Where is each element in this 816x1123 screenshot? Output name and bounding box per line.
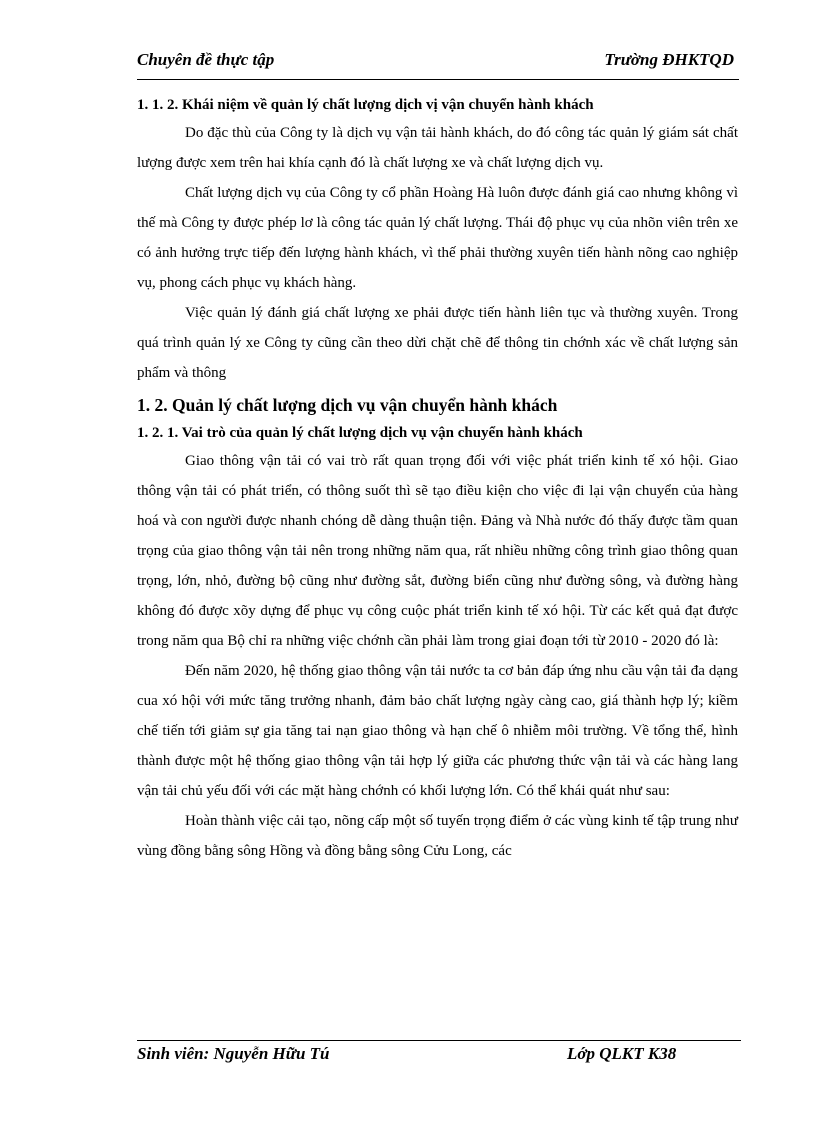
page-body [137, 92, 738, 866]
section-heading-1-2: 1. 2. Quản lý chất lượng dịch vụ vận chuyển hành khách [137, 395, 558, 415]
paragraph: Giao thông vận tải có vai trò rất quan trọng đối với việc phát triển kinh tế xó hội. Giao thông vận tải có phát triển, có thông suốt thì sẽ tạo điều kiện cho việc đi lại vận chuyển của hàng hoá và con người được nhanh chóng dễ dàng thuận tiện. Đảng và Nhà nước đó thấy được tầm quan trọng của giao thông vận tải nên trong những năm qua, rất nhiều những công trình giao thông quan trọng, lớn, nhỏ, đường bộ cũng như đường sắt, đường biển cũng như đường sông, và đường hàng không đó được xõy dựng để phục vụ công cuộc phát triển kinh tế xó hội. Từ các kết quả đạt được trong năm qua Bộ chỉ ra những việc chớnh cần phải làm trong giai đoạn tới từ 2010 - 2020 đó là: [137, 453, 738, 649]
paragraph: Chất lượng dịch vụ của Công ty cổ phần Hoàng Hà luôn được đánh giá cao nhưng không vì thế mà Công ty được phép lơ là công tác quản lý chất lượng. Thái độ phục vụ của nhõn viên trên xe có ảnh hưởng trực tiếp đến lượng hành khách, vì thế phải thường xuyên tiến hành nõng cao nghiệp vụ, phong cách phục vụ khách hàng. [137, 185, 738, 291]
paragraph: Việc quản lý đánh giá chất lượng xe phải được tiến hành liên tục và thường xuyên. Trong quá trình quản lý xe Công ty cũng cần theo dừi chặt chẽ để thông tin chớnh xác về chất lượng sản phẩm và thông [137, 305, 738, 381]
header-school-name: Trường ĐHKTQD [604, 50, 734, 69]
paragraph: Đến năm 2020, hệ thống giao thông vận tải nước ta cơ bản đáp ứng nhu cầu vận tải đa dạng cua xó hội với mức tăng trưởng nhanh, đảm bảo chất lượng ngày càng cao, giá thành hợp lý; kiềm chế tiến tới giảm sự gia tăng tai nạn giao thông và hạn chế ô nhiễm môi trường. Về tổng thể, hình thành được một hệ thống giao thông vận tải hợp lý giữa các phương thức vận tải và các hàng lang vận tải chủ yếu đối với các mặt hàng chớnh có khối lượng lớn. Có thể khái quát như sau: [137, 663, 738, 799]
page-header [137, 50, 737, 72]
header-rule [137, 79, 739, 80]
footer-student-name: Sinh viên: Nguyễn Hữu Tú [137, 1044, 330, 1063]
paragraph: Do đặc thù của Công ty là dịch vụ vận tải hành khách, do đó công tác quản lý giám sát chất lượng được xem trên hai khía cạnh đó là chất lượng xe và chất lượng dịch vụ. [137, 125, 738, 171]
page-footer [137, 1044, 737, 1066]
section-heading-1-1-2: 1. 1. 2. Khái niệm về quản lý chất lượng dịch vị vận chuyển hành khách [137, 97, 594, 113]
paragraph: Hoàn thành việc cải tạo, nõng cấp một số tuyến trọng điểm ở các vùng kinh tế tập trung như vùng đồng bằng sông Hồng và đồng bằng sông Cửu Long, các [137, 813, 738, 859]
footer-class-name: Lớp QLKT K38 [567, 1044, 677, 1063]
footer-rule [137, 1040, 741, 1041]
section-heading-1-2-1: 1. 2. 1. Vai trò của quản lý chất lượng dịch vụ vận chuyển hành khách [137, 425, 583, 441]
header-document-type: Chuyên đề thực tập [137, 50, 275, 69]
